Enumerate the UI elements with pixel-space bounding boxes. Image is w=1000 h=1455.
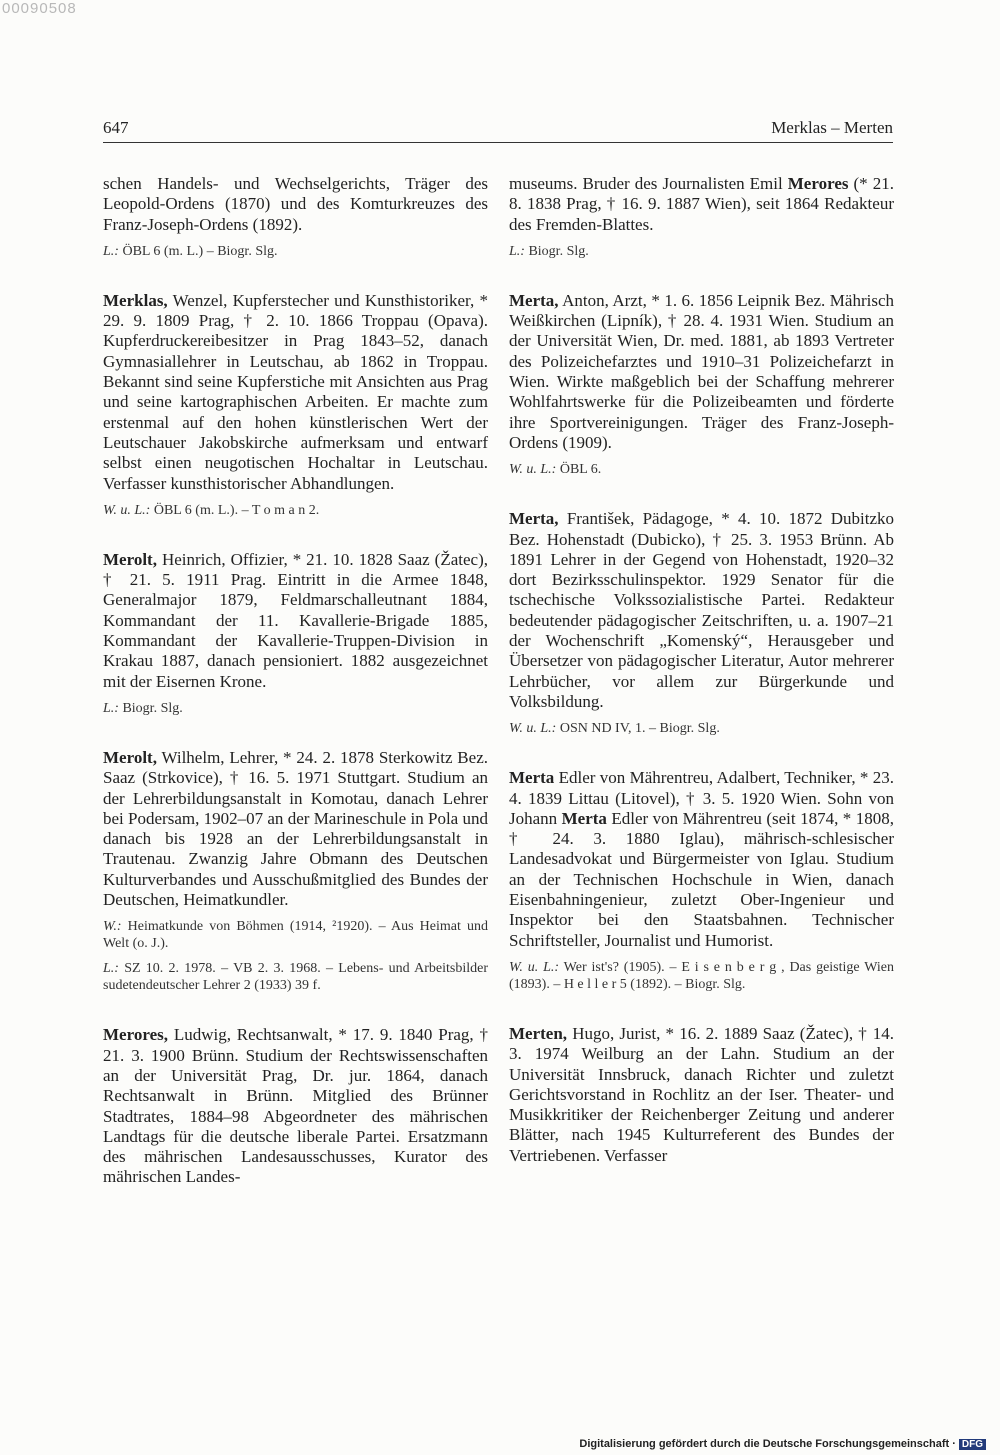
entry-source [103,700,488,717]
entry-text: (* 21. 8. 1838 Prag, † 16. 9. 1887 Wien), seit 1864 Redakteur des Fremden-Blattes. [509,174,894,234]
source-text: Biogr. Slg. [524,243,589,259]
entry-headword: Merklas, [103,290,168,310]
source-text: OSN ND IV, 1. – Biogr. Slg. [556,721,720,737]
source-label: L.: [509,243,525,259]
source-label: W. u. L.: [509,462,557,478]
inline-name: Merores [787,174,849,193]
page-header [103,116,893,143]
source-text: ÖBL 6 (m. L.) – Biogr. Slg. [118,243,278,259]
entry-merores [103,1025,488,1187]
inline-name: Merta [561,808,607,828]
source-text: Wer ist's? (1905). – E i s e n b e r g , Das geistige Wien (1893). – H e l l e r 5 (1892). – Biogr. Slg. [509,959,894,992]
entry-text: Wenzel, Kupferstecher und Kunsthistoriker, * 29. 9. 1809 Prag, † 2. 10. 1866 Troppau (Opava). Kupferdruckereibesitzer in Prag 1843–52, danach Gymnasiallehrer in Leutschau, ab 1862 in Troppau. Bekannt sind seine Kupferstiche mit Ansichten aus Prag und seine kartographischen Arbeiten. Er machte zum erstenmal auf den hohen künstlerischen Wert der Leutschauer Jakobskirche aufmerksam und entwarf selbst einen neugotischen Hochaltar in Leutschau. Verfasser kunsthistorischer Abhandlungen. [103,290,488,493]
entry-headword: Merolt, [103,549,157,569]
entry-merolt-heinrich [103,550,488,692]
entry-merolt-wilhelm [103,748,488,910]
entry-merklas [103,291,488,494]
left-column [103,174,488,1188]
source-label: W. u. L.: [509,721,557,737]
entry-source [103,960,488,994]
entry-headword: Merten, [509,1023,568,1043]
continued-entry-text: schen Handels- und Wechselgerichts, Träger des Leopold-Ordens (1870) und des Komturkreuzes des Franz-Joseph-Ordens (1892). [103,174,488,234]
dfg-logo: DFG [959,1439,986,1450]
source-text: Biogr. Slg. [118,700,183,716]
entry-headword: Merta [509,768,555,788]
entry-text: Edler von Mährentreu (seit 1874, * 1808, † 24. 3. 1880 Iglau), mährisch-schlesischer Landesadvokat und Bürgermeister von Iglau. Studium an der Technischen Hochschule in Wien, danach Eisenbahningenieur, zuletzt Ober-Ingenieur und Inspektor bei den Staatsbahnen. Technischer Schriftsteller, Journalist und Humorist. [509,808,894,950]
entry-source [509,461,894,478]
entry-merta-anton [509,291,894,453]
source-text: Heimatkunde von Böhmen (1914, ²1920). – Aus Heimat und Welt (o. J.). [103,919,488,952]
page-number: 647 [103,118,129,137]
right-column [509,174,894,1166]
source-text: SZ 10. 2. 1978. – VB 2. 3. 1968. – Lebens- und Arbeitsbilder sudetendeutscher Lehrer 2 (1933) 39 f. [103,961,488,994]
source-label: L.: [103,700,119,716]
entry-merta-adalbert [509,768,894,951]
entry-source [103,243,488,260]
entry-text: Heinrich, Offizier, * 21. 10. 1828 Saaz (Žatec), † 21. 5. 1911 Prag. Eintritt in die Armee 1848, Generalmajor 1879, Feldmarschalleutnant 1884, Kommandant der 11. Kavallerie-Brigade 1885, Kommandant der Kavallerie-Truppen-Division in Krakau 1887, danach pensioniert. 1882 ausgezeichnet mit der Eisernen Krone. [103,549,488,691]
entry-text: František, Pädagoge, * 4. 10. 1872 Dubitzko Bez. Hohenstadt (Dubicko), † 25. 3. 1953 Brünn. Ab 1891 Lehrer in der Gegend von Hohenstadt, 1920–32 dort Bezirksschulinspektor. 1929 Senator für die tschechische Volkssozialistische Partei. Redakteur bedeutender pädagogischer Zeitschriften, u. a. 1907–21 der Wochenschrift „Komenský“, Herausgeber und Übersetzer von pädagogischer Literatur, Autor mehrerer Lehrbücher, vor allem zur Bürgerkunde und Volksbildung. [509,509,894,711]
continued-entry-text [509,174,894,235]
entry-text: Edler von Mährentreu, Adalbert, Techniker, * 23. 4. 1839 Littau (Litovel), † 3. 5. 1920 Wien. Sohn von Johann [509,768,894,828]
entry-source [103,502,488,519]
source-text: ÖBL 6. [556,462,602,478]
entry-headword: Merores, [103,1025,168,1045]
entry-text: Hugo, Jurist, * 16. 2. 1889 Saaz (Žatec), † 14. 3. 1974 Weilburg an der Lahn. Studium an der Universität Innsbruck, danach Richter und zuletzt Gerichtsvorstand in Rochlitz an der Iser. Theater- und Musikkritiker der Reichenberger Zeitung und anderer Blätter, nach 1945 Kulturreferent des Bundes der Vertriebenen. Verfasser [509,1023,894,1165]
digitization-footer [579,1438,986,1450]
entry-headword: Merta, [509,509,559,529]
source-label: L.: [103,243,119,259]
entry-source [509,720,894,737]
footer-text: Digitalisierung gefördert durch die Deutsche Forschungsgemeinschaft · [579,1438,956,1450]
entry-text: museums. Bruder des Journalisten Emil [509,174,788,193]
running-head: Merklas – Merten [771,118,893,137]
entry-text: Wilhelm, Lehrer, * 24. 2. 1878 Sterkowitz Bez. Saaz (Strkovice), † 16. 5. 1971 Stuttgart. Studium an der Lehrerbildungsanstalt in Komotau, danach Lehrer bei Podersam, 1902–07 an der Marineschule in Pola und danach bis 1928 an der Lehrerbildungsanstalt in Trautenau. Zwanzig Jahre Obmann des Deutschen Kulturverbandes und Ausschußmitglied des Bundes der Deutschen, Heimatkundler. [103,747,488,910]
entry-works [103,918,488,952]
source-label: L.: [103,961,119,977]
entry-merta-frantisek [509,509,894,712]
entry-text: Anton, Arzt, * 1. 6. 1856 Leipnik Bez. Mährisch Weißkirchen (Lipník), † 28. 4. 1931 Wien. Studium an der Universität Wien, Dr. med. 1881, ab 1893 Vertreter des Polizeichefarztes und 1910–31 Polizeichefarzt in Wien. Wirkte maßgeblich bei der Schaffung mehrerer Wohlfahrtswerke für die Polizeibeamten und förderte ihre Sportvereinigungen. Träger des Franz-Joseph-Ordens (1909). [509,290,894,452]
entry-source [509,959,894,993]
source-label: W. u. L.: [509,959,560,975]
entry-source [509,243,894,260]
entry-headword: Merolt, [103,747,157,767]
entry-headword: Merta, [509,290,559,310]
archive-stamp: 00090508 [2,0,77,17]
source-text: ÖBL 6 (m. L.). – T o m a n 2. [150,502,320,518]
entry-text: Ludwig, Rechtsanwalt, * 17. 9. 1840 Prag, † 21. 3. 1900 Brünn. Studium der Rechtswissenschaften an der Universität Prag, Dr. jur. 1864, danach Rechtsanwalt in Brünn. Mitglied des Brünner Stadtrates, 1884–98 Abgeordneter des mährischen Landtags für die deutsche liberale Partei. Ersatzmann des mährischen Landesausschusses, Kurator des mährischen Landes- [103,1025,488,1187]
source-label: W. u. L.: [103,502,151,518]
entry-merten [509,1024,894,1166]
source-label: W.: [103,919,122,935]
